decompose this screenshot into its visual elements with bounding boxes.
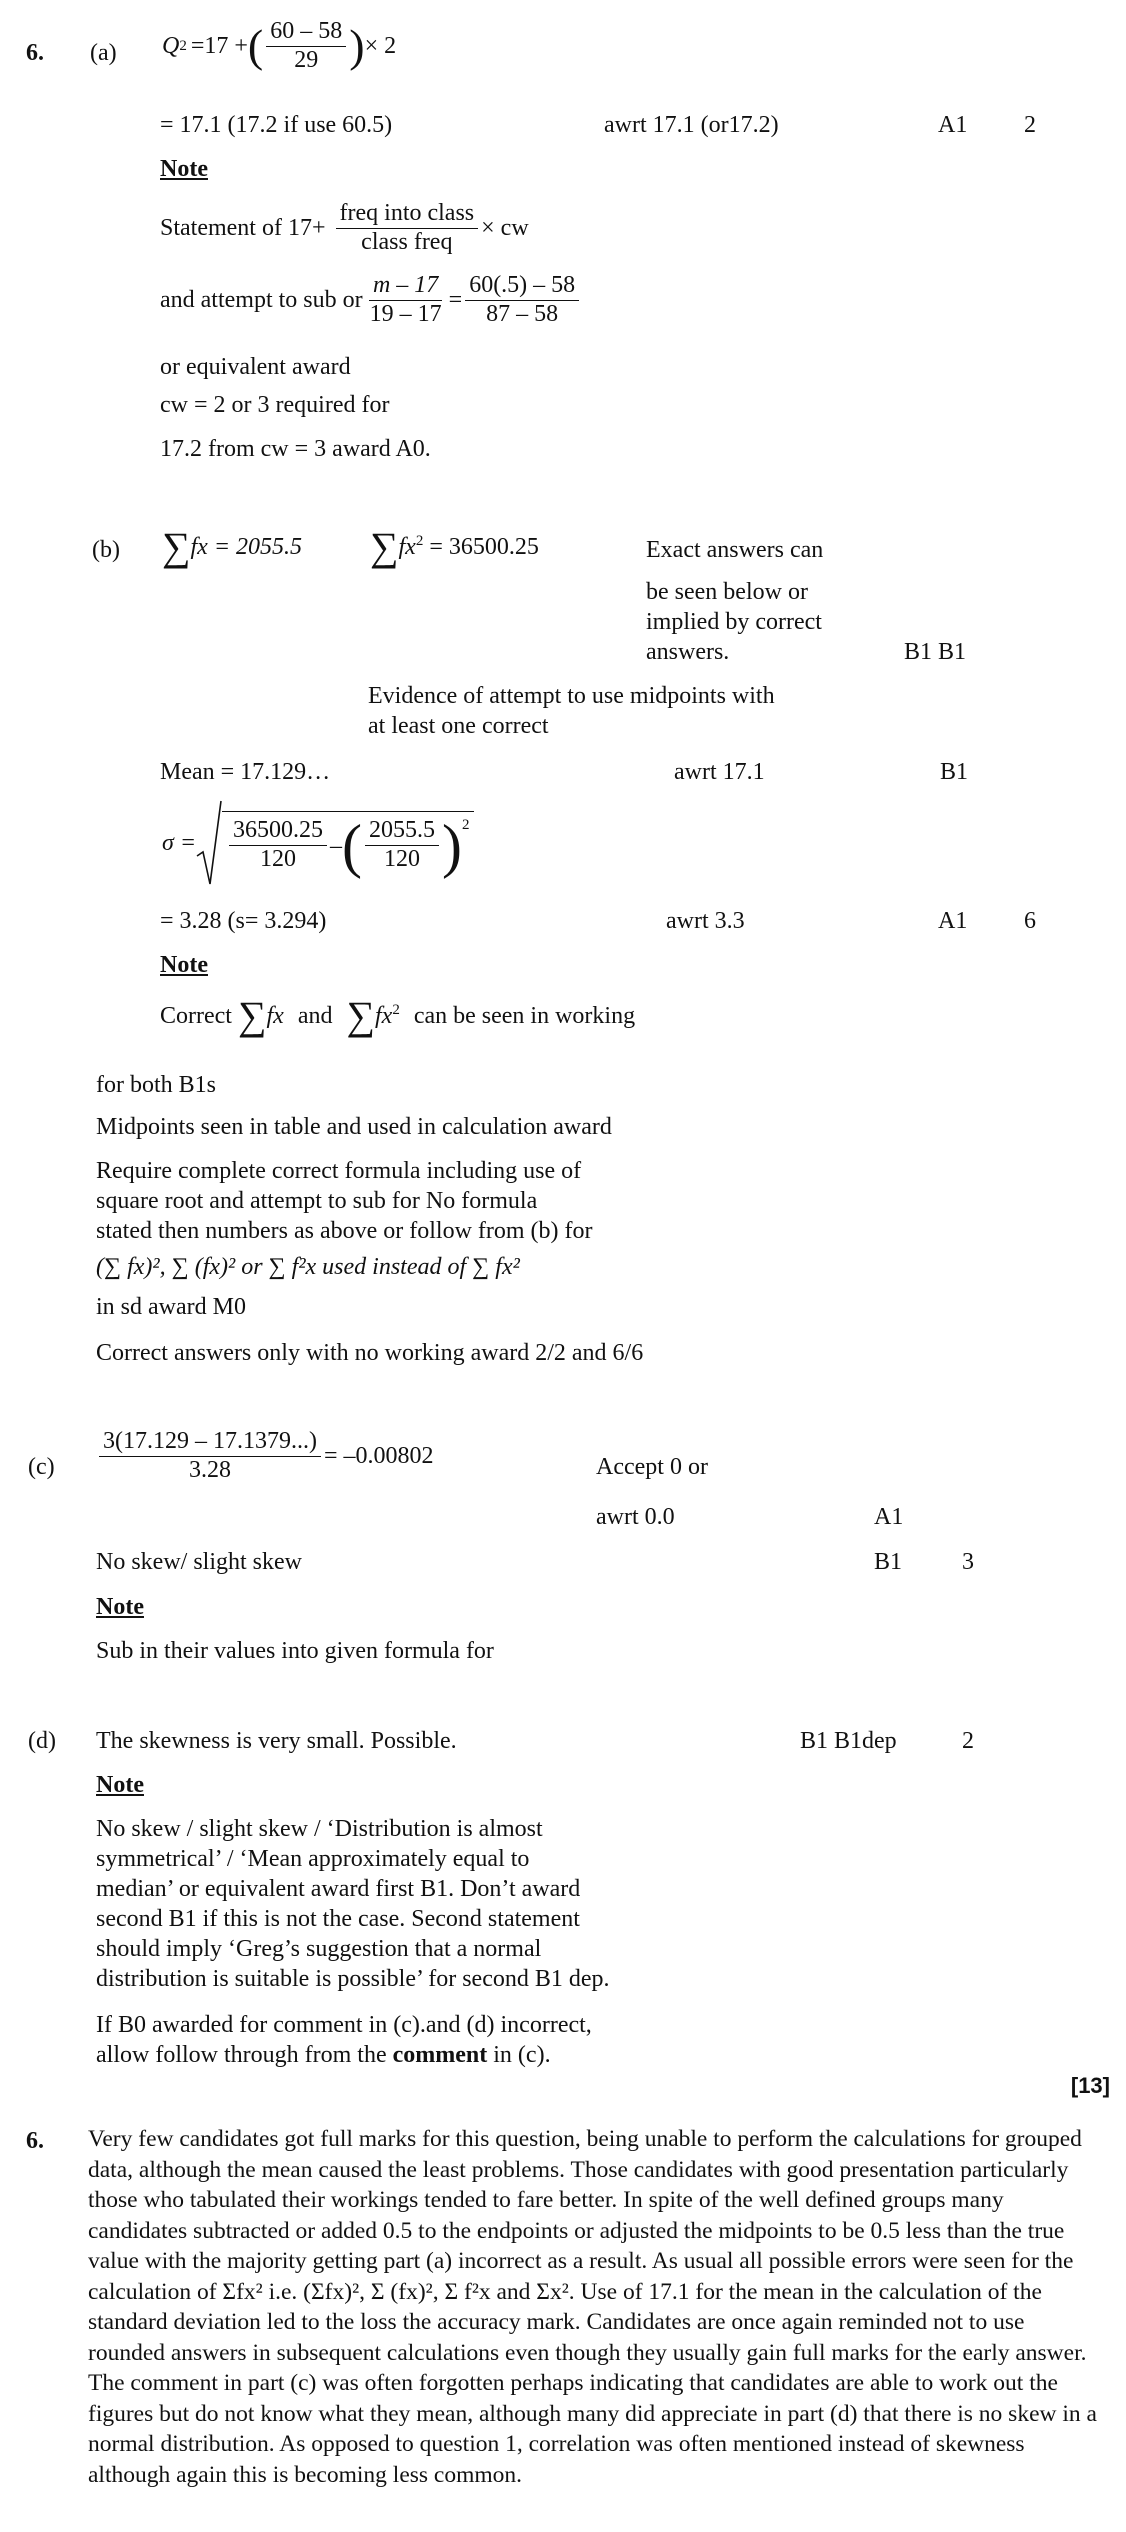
- part-a-note-line: 17.2 from cw = 3 award A0.: [160, 436, 431, 462]
- left-paren: (: [247, 20, 264, 72]
- evidence-line: Evidence of attempt to use midpoints with: [368, 683, 775, 709]
- note-and: and: [297, 1003, 333, 1029]
- part-d-note-heading: Note: [96, 1772, 144, 1798]
- correct-only-note: Correct answers only with no working award 2/2 and 6/6: [96, 1340, 644, 1366]
- sigma-symbol: ∑: [346, 993, 375, 1038]
- question-number: 6.: [26, 40, 44, 66]
- sigma-fraction-2: [365, 817, 439, 873]
- require-line: square root and attempt to sub for No formula: [96, 1188, 538, 1214]
- part-d-statement: The skewness is very small. Possible.: [96, 1728, 457, 1754]
- skew-numerator: 3(17.129 – 17.1379...): [99, 1428, 321, 1457]
- in-sd-award: in sd award M0: [96, 1294, 246, 1320]
- sigma-lhs: σ =: [162, 830, 197, 856]
- alt-formula: (∑ fx)², ∑ (fx)² or ∑ f²x used instead of ∑ fx²: [96, 1254, 520, 1280]
- exact-note-line: Exact answers can: [646, 537, 824, 563]
- q-numerator: 60 – 58: [266, 18, 346, 47]
- sigma-fraction-1: [229, 817, 327, 873]
- sum-fx2-sup: 2: [415, 533, 424, 549]
- part-d-note-line: No skew / slight skew / ‘Distribution is almost: [96, 1816, 543, 1842]
- part-b-note-correct: [160, 993, 636, 1038]
- note-statement-pre: Statement of 17+: [160, 215, 326, 242]
- right-paren: ): [349, 20, 365, 72]
- sigma-symbol: ∑: [237, 993, 267, 1038]
- sigma-minus: –: [330, 832, 343, 859]
- sigma-num-2: 2055.5: [365, 817, 439, 846]
- accept-line: Accept 0 or: [596, 1454, 708, 1480]
- sqrt-body: [222, 811, 473, 879]
- require-line: Require complete correct formula including use of: [96, 1158, 582, 1184]
- sigma-result: = 3.28 (s= 3.294): [160, 908, 327, 934]
- q-fraction: [266, 18, 346, 74]
- report-number: 6.: [26, 2128, 44, 2154]
- skew-result: = –0.00802: [323, 1443, 434, 1470]
- b0-post: in (c).: [487, 2042, 551, 2068]
- part-a-awrt: awrt 17.1 (or17.2): [604, 112, 779, 138]
- skew-denominator: 3.28: [188, 1456, 231, 1483]
- skew-statement: No skew/ slight skew: [96, 1549, 302, 1575]
- note-equals: =: [448, 287, 463, 314]
- freq-denominator: class freq: [361, 228, 453, 255]
- part-d-note-line: distribution is suitable is possible’ for second B1 dep.: [96, 1966, 610, 1992]
- note-fx2: fx: [374, 1003, 393, 1029]
- skew-formula: [96, 1428, 434, 1484]
- m-fraction: [366, 272, 446, 328]
- m-denominator: 19 – 17: [369, 300, 442, 327]
- note-correct-pre: Correct: [160, 1003, 232, 1029]
- note-cw: × cw: [481, 215, 529, 242]
- sum-fx2: [370, 524, 539, 569]
- b0-bold: comment: [392, 2042, 488, 2068]
- part-a-result: = 17.1 (17.2 if use 60.5): [160, 112, 393, 138]
- part-c-total: 3: [962, 1549, 974, 1575]
- for-both-b1s: for both B1s: [96, 1072, 216, 1098]
- part-a-note-line: or equivalent award: [160, 354, 351, 380]
- grand-total: [13]: [1070, 2073, 1110, 2098]
- part-b-note-heading: Note: [160, 952, 208, 978]
- exact-note-line: implied by correct: [646, 609, 822, 635]
- exact-note-line: be seen below or: [646, 579, 808, 605]
- left-paren: (: [342, 812, 363, 879]
- part-c-mark-a1: A1: [874, 1504, 904, 1530]
- mean-value: Mean = 17.129…: [160, 759, 331, 785]
- part-d-total: 2: [962, 1728, 974, 1754]
- part-a-formula: [162, 18, 396, 74]
- freq-numerator: freq into class: [336, 200, 479, 229]
- sixty-denominator: 87 – 58: [486, 300, 559, 327]
- part-d-note-line: should imply ‘Greg’s suggestion that a normal: [96, 1936, 542, 1962]
- part-c-mark-b1: B1: [874, 1549, 903, 1575]
- sigma-num-1: 36500.25: [229, 817, 327, 846]
- part-a-note-heading: Note: [160, 156, 208, 182]
- part-c-label: (c): [28, 1454, 55, 1480]
- part-a-label: (a): [90, 40, 117, 66]
- part-d-note-line: median’ or equivalent award first B1. Don’t award: [96, 1876, 581, 1902]
- freq-fraction: [336, 200, 479, 256]
- sixty-fraction: [465, 272, 579, 328]
- sqrt-expression: [196, 800, 473, 886]
- sum-fx2-value: = 36500.25: [423, 534, 539, 560]
- note-attempt-text: and attempt to sub or: [160, 287, 363, 314]
- part-b-mark-b1b1: B1 B1: [904, 639, 967, 665]
- part-a-note-attempt: [160, 272, 582, 328]
- exact-note-line: answers.: [646, 639, 730, 665]
- note-sup: 2: [392, 1002, 400, 1018]
- evidence-line: at least one correct: [368, 713, 549, 739]
- sixty-numerator: 60(.5) – 58: [465, 272, 579, 301]
- report-text: Very few candidates got full marks for this question, being unable to perform the calculations for grouped data, although the mean caused the least problems. Those candidates with good presentation particularly those who tabulated their workings tended to fare better. In spite of the well defined groups many candidates subtracted or added 0.5 to the endpoints or adjusted the midpoints to be 0.5 less than the true value with the majority getting part (a) incorrect as a result. As usual all possible errors were seen for the calculation of Σfx² i.e. (Σfx)², Σ (fx)², Σ f²x and Σx². Use of 17.1 for the mean in the calculation of the standard deviation led to the loss the accuracy mark. Candidates are once again reminded not to use rounded answers in subsequent calculations even though they usually gain full marks for the early answer. The comment in part (c) was often forgotten perhaps indicating that candidates are able to work out the figures but do not know what they mean, although many did appreciate in part (d) that there is no skew in a normal distribution. As opposed to question 1, correlation was often mentioned instead of skewness although again this is becoming less common.: [88, 2126, 1097, 2488]
- b0-line-2: [96, 2040, 551, 2070]
- q-tail: × 2: [364, 33, 397, 60]
- part-c-note-heading: Note: [96, 1594, 144, 1620]
- sigma-den-2: 120: [384, 846, 421, 872]
- sqrt-icon: [196, 800, 222, 886]
- part-a-note-statement: [160, 200, 529, 256]
- sum-fx2-text: fx: [398, 534, 416, 560]
- sum-fx-text: fx = 2055.5: [190, 534, 303, 560]
- q-equals: =17 +: [190, 33, 248, 60]
- sum-fx: [162, 524, 303, 569]
- note-correct-post: can be seen in working: [413, 1003, 636, 1029]
- q-subscript: 2: [179, 37, 187, 54]
- part-c-note: Sub in their values into given formula for: [96, 1638, 494, 1664]
- sigma-den-1: 120: [260, 846, 297, 872]
- note-fx: fx: [266, 1003, 284, 1029]
- part-d-label: (d): [28, 1728, 56, 1754]
- part-b-total: 6: [1024, 908, 1036, 934]
- part-a-mark: A1: [938, 112, 968, 138]
- sigma-symbol: ∑: [162, 524, 191, 569]
- b0-line: If B0 awarded for comment in (c).and (d) incorrect,: [96, 2012, 592, 2038]
- part-a-note-line: cw = 2 or 3 required for: [160, 392, 390, 418]
- part-a-total: 2: [1024, 112, 1036, 138]
- b0-pre: allow follow through from the: [96, 2042, 393, 2068]
- part-d-note-line: second B1 if this is not the case. Second statement: [96, 1906, 580, 1932]
- part-b-label: (b): [92, 537, 120, 563]
- right-paren: ): [442, 812, 462, 879]
- sigma-formula: [162, 800, 474, 886]
- q-denominator: 29: [294, 46, 319, 73]
- mean-mark: B1: [940, 759, 969, 785]
- require-line: stated then numbers as above or follow from (b) for: [96, 1218, 593, 1244]
- q-symbol: Q: [162, 33, 180, 60]
- accept-line: awrt 0.0: [596, 1504, 675, 1530]
- sigma-awrt: awrt 3.3: [666, 908, 745, 934]
- sigma-mark: A1: [938, 908, 968, 934]
- part-d-marks: B1 B1dep: [800, 1728, 897, 1754]
- part-d-note-line: symmetrical’ / ‘Mean approximately equal to: [96, 1846, 530, 1872]
- midpoints-note: Midpoints seen in table and used in calculation award: [96, 1114, 612, 1140]
- sigma-symbol: ∑: [370, 524, 399, 569]
- mean-awrt: awrt 17.1: [674, 759, 765, 785]
- m-numerator: m – 17: [369, 272, 442, 301]
- sigma-sup: 2: [462, 816, 470, 833]
- skew-fraction: [99, 1428, 321, 1484]
